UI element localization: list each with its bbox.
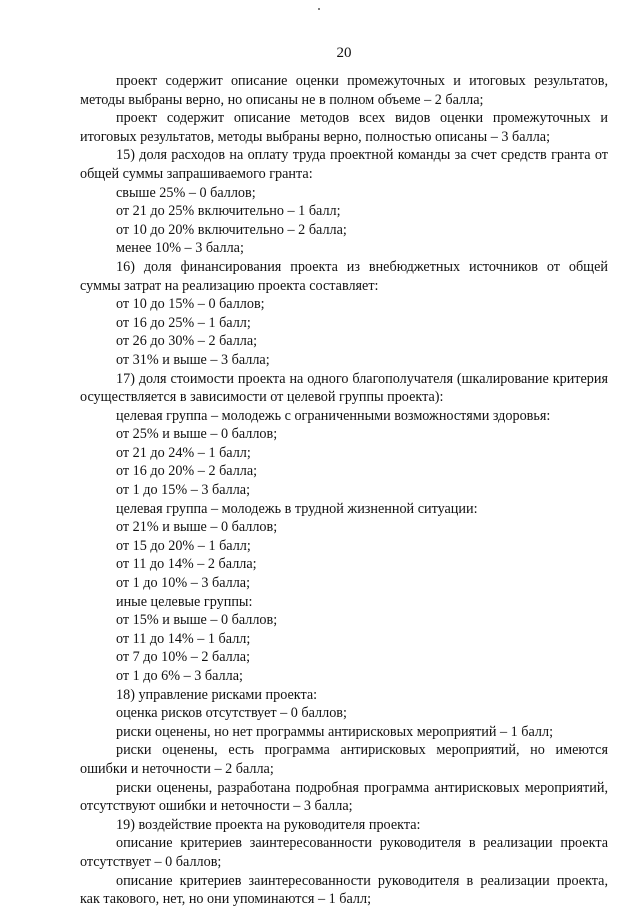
paragraph: иные целевые группы: xyxy=(116,593,253,610)
paragraph: от 11 до 14% – 2 балла; xyxy=(116,556,257,573)
paragraph: оценка рисков отсутствует – 0 баллов; xyxy=(116,705,347,722)
paragraph: от 15 до 20% – 1 балл; xyxy=(116,537,251,554)
paragraph: от 16 до 20% – 2 балла; xyxy=(116,463,258,480)
paragraph: риски оценены, но нет программы антирисковых мероприятий – 1 балл; xyxy=(116,723,554,740)
paragraph: 17) доля стоимости проекта на одного благополучателя (шкалирование критерия осуществляется в зависимости от целевой группы проекта): xyxy=(80,370,608,406)
document-body xyxy=(80,72,608,909)
paragraph: описание критериев заинтересованности руководителя в реализации проекта, как такового, нет, но они упоминаются – 1 балл; xyxy=(80,872,608,908)
paragraph: 19) воздействие проекта на руководителя проекта: xyxy=(116,816,421,833)
paragraph: от 1 до 15% – 3 балла; xyxy=(116,482,251,499)
paragraph: от 26 до 30% – 2 балла; xyxy=(116,333,258,350)
paragraph: от 1 до 6% – 3 балла; xyxy=(116,668,243,684)
paragraph: проект содержит описание методов всех видов оценки промежуточных и итоговых результатов, методы выбраны верно, полностью описаны – 3 балла; xyxy=(80,110,608,145)
paragraph: описание критериев заинтересованности руководителя в реализации проекта отсутствует – 0 баллов; xyxy=(80,835,608,870)
paragraph: от 10 до 20% включительно – 2 балла; xyxy=(116,221,347,238)
paragraph: целевая группа – молодежь в трудной жизненной ситуации: xyxy=(116,500,478,517)
paragraph: целевая группа – молодежь с ограниченными возможностями здоровья: xyxy=(116,407,551,424)
paragraph: от 16 до 25% – 1 балл; xyxy=(116,314,251,331)
paragraph: риски оценены, есть программа антирисковых мероприятий, но имеются ошибки и неточности – 2 балла; xyxy=(80,742,608,777)
paragraph: свыше 25% – 0 баллов; xyxy=(116,184,256,201)
paragraph: 18) управление рисками проекта: xyxy=(116,686,318,703)
paragraph: от 31% и выше – 3 балла; xyxy=(116,351,270,368)
paragraph: от 21 до 25% включительно – 1 балл; xyxy=(116,203,341,220)
paragraph: проект содержит описание оценки промежуточных и итоговых результатов, методы выбраны верно, но описаны не в полном объеме – 2 балла; xyxy=(80,73,608,108)
paragraph: риски оценены, разработана подробная программа антирисковых мероприятий, отсутствуют ошибки и неточности – 3 балла; xyxy=(80,779,608,815)
paragraph: от 21% и выше – 0 баллов; xyxy=(116,519,278,536)
paragraph: менее 10% – 3 балла; xyxy=(116,240,244,257)
paragraph: от 25% и выше – 0 баллов; xyxy=(116,426,278,443)
paragraph: от 15% и выше – 0 баллов; xyxy=(116,612,278,629)
paragraph: от 11 до 14% – 1 балл; xyxy=(116,630,251,647)
paragraph: от 7 до 10% – 2 балла; xyxy=(116,649,251,666)
scan-speck xyxy=(318,8,320,10)
paragraph: от 10 до 15% – 0 баллов; xyxy=(116,296,265,313)
paragraph: 16) доля финансирования проекта из внебюджетных источников от общей суммы затрат на реализацию проекта составляет: xyxy=(80,258,608,294)
paragraph: от 21 до 24% – 1 балл; xyxy=(116,444,251,461)
paragraph: от 1 до 10% – 3 балла; xyxy=(116,575,251,592)
paragraph: 15) доля расходов на оплату труда проектной команды за счет средств гранта от общей суммы запрашиваемого гранта: xyxy=(80,147,608,182)
page-number: 20 xyxy=(336,45,352,61)
